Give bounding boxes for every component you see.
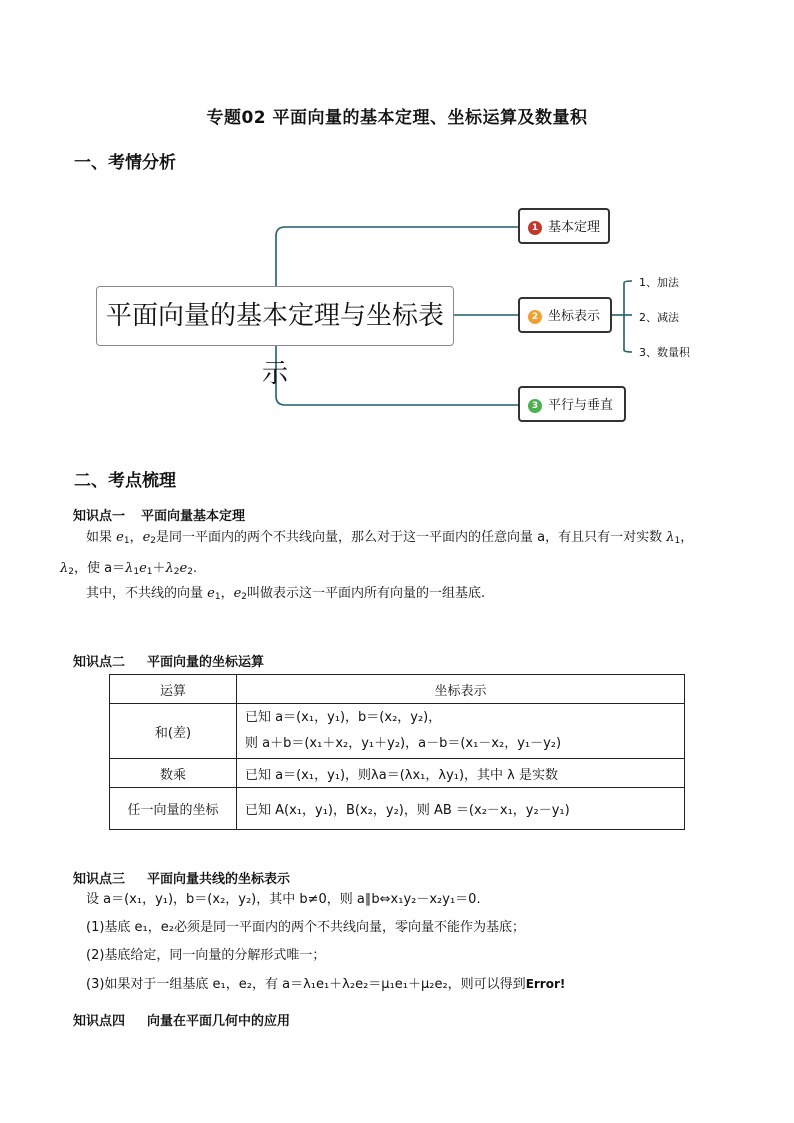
mindmap-node-coordinates [518, 297, 612, 333]
kp-name: 平面向量的坐标运算 [147, 655, 265, 670]
table-header-row [110, 675, 685, 704]
mindmap-node-basic-theorem [518, 208, 610, 244]
mindmap-sub-add: 1、加法 [639, 276, 679, 289]
table-cell-op: 和(差) [110, 704, 237, 759]
page-title: 专题02 平面向量的基本定理、坐标运算及数量积 [206, 108, 588, 128]
knowledge-point-4-heading [73, 1010, 290, 1029]
kp3-collinear-condition: 设 a＝(x₁，y₁)，b＝(x₂，y₂)，其中 b≠0，则 a∥b⇔x₁y₂－x₂y₁＝0. [86, 892, 481, 907]
kp-number: 知识点四 [73, 1014, 126, 1029]
table-cell-formula: 已知 A(x₁，y₁)，B(x₂，y₂)，则 AB ＝(x₂－x₁，y₂－y₁) [237, 788, 685, 830]
section-heading-analysis: 一、考情分析 [74, 153, 176, 173]
section-heading-points: 二、考点梳理 [74, 471, 176, 491]
kp-number: 知识点三 [73, 872, 126, 887]
coordinate-operations-table [109, 674, 685, 830]
node-label: 平行与垂直 [548, 398, 614, 413]
node-label: 坐标表示 [548, 309, 601, 324]
table-row [110, 788, 685, 830]
kp3-note-3: (3)如果对于一组基底 e₁，e₂，有 a＝λ₁e₁＋λ₂e₂＝μ₁e₁＋μ₂e₂，则可以得到Error! [86, 977, 566, 992]
kp1-paragraph: 如果 $e_1$，$e_2$是同一平面内的两个不共线向量，那么对于这一平面内的任意向量 a，有且只有一对实数 $\lambda_1$， $\lambda_2$，使 $a=\lambda_1e_1+\lambda_2e_2$. [60, 530, 694, 577]
table-cell-op: 数乘 [110, 759, 237, 788]
table-header-cell: 运算 [110, 675, 237, 704]
number-badge-icon: 2 [528, 310, 542, 324]
mindmap-root: 平面向量的基本定理与坐标表示 [96, 286, 454, 346]
table-cell-formula: 已知 a＝(x₁，y₁)，则λa＝(λx₁，λy₁)，其中 λ 是实数 [237, 759, 685, 788]
error-text: Error! [525, 977, 566, 991]
kp-name: 向量在平面几何中的应用 [147, 1014, 291, 1029]
mindmap-sub-dot-product: 3、数量积 [639, 346, 690, 359]
kp-name: 平面向量基本定理 [141, 509, 246, 524]
number-badge-icon: 1 [528, 221, 542, 235]
table-cell-formula: 已知 a＝(x₁，y₁)，b＝(x₂，y₂)， 则 a＋b＝(x₁＋x₂，y₁＋y₂)，a－b＝(x₁－x₂，y₁－y₂) [237, 704, 685, 759]
kp-number: 知识点二 [73, 655, 126, 670]
node-label: 基本定理 [548, 220, 601, 235]
table-row [110, 759, 685, 788]
mindmap-sub-subtract: 2、减法 [639, 311, 679, 324]
kp1-basis-sentence: 其中，不共线的向量 $e_1$，$e_2$叫做表示这一平面内所有向量的一组基底. [86, 586, 486, 602]
kp-number: 知识点一 [73, 509, 126, 524]
table-header-cell: 坐标表示 [237, 675, 685, 704]
knowledge-point-2-heading [73, 651, 264, 670]
kp3-note-1: (1)基底 e₁，e₂必须是同一平面内的两个不共线向量，零向量不能作为基底； [86, 920, 525, 935]
knowledge-point-3-heading [73, 868, 290, 887]
table-cell-op: 任一向量的坐标 [110, 788, 237, 830]
mindmap-connectors [0, 0, 794, 460]
table-row [110, 704, 685, 759]
mindmap-node-parallel-perpendicular [518, 386, 626, 422]
knowledge-point-1-heading [73, 505, 245, 524]
number-badge-icon: 3 [528, 399, 542, 413]
kp3-note-2: (2)基底给定，同一向量的分解形式唯一； [86, 948, 326, 963]
kp-name: 平面向量共线的坐标表示 [147, 872, 291, 887]
